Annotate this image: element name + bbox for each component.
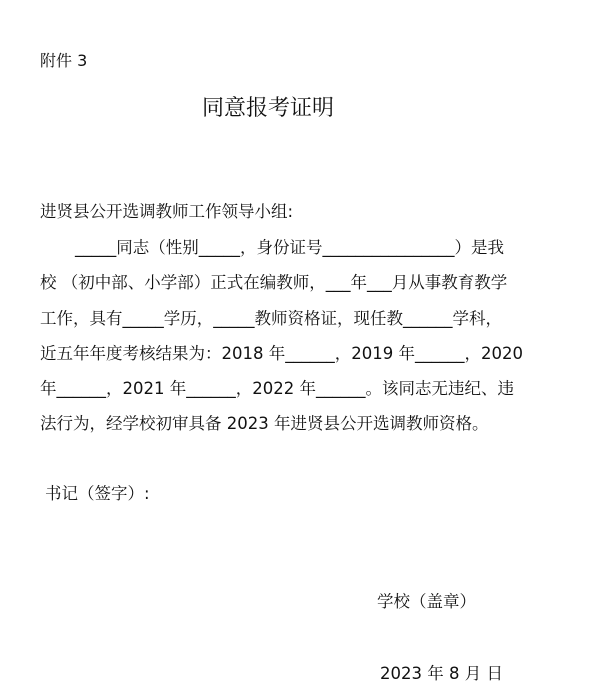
body-line-3: 工作，具有_____学历，_____教师资格证，现任教______学科， — [40, 309, 502, 328]
body-line-6: 法行为，经学校初审具备 2023 年进贤县公开选调教师资格。 — [40, 414, 489, 433]
salutation: 进贤县公开选调教师工作领导小组: — [40, 202, 294, 221]
date-line: 2023 年 8 月 日 — [380, 664, 503, 683]
document-title: 同意报考证明 — [202, 96, 335, 121]
secretary-signature-label: 书记（签字）: — [45, 484, 150, 503]
attachment-label: 附件 3 — [40, 51, 88, 70]
body-line-2: 校 （初中部、小学部）正式在编教师，___年___月从事教育教学 — [40, 273, 508, 292]
body-line-5: 年______，2021 年______，2022 年______。该同志无违纪、违 — [40, 379, 514, 398]
school-seal-label: 学校（盖章） — [377, 592, 476, 611]
body-line-1: _____同志（性别_____，身份证号________________）是我 — [75, 238, 504, 257]
body-line-4: 近五年年度考核结果为：2018 年______，2019 年______，2020 — [40, 344, 523, 363]
